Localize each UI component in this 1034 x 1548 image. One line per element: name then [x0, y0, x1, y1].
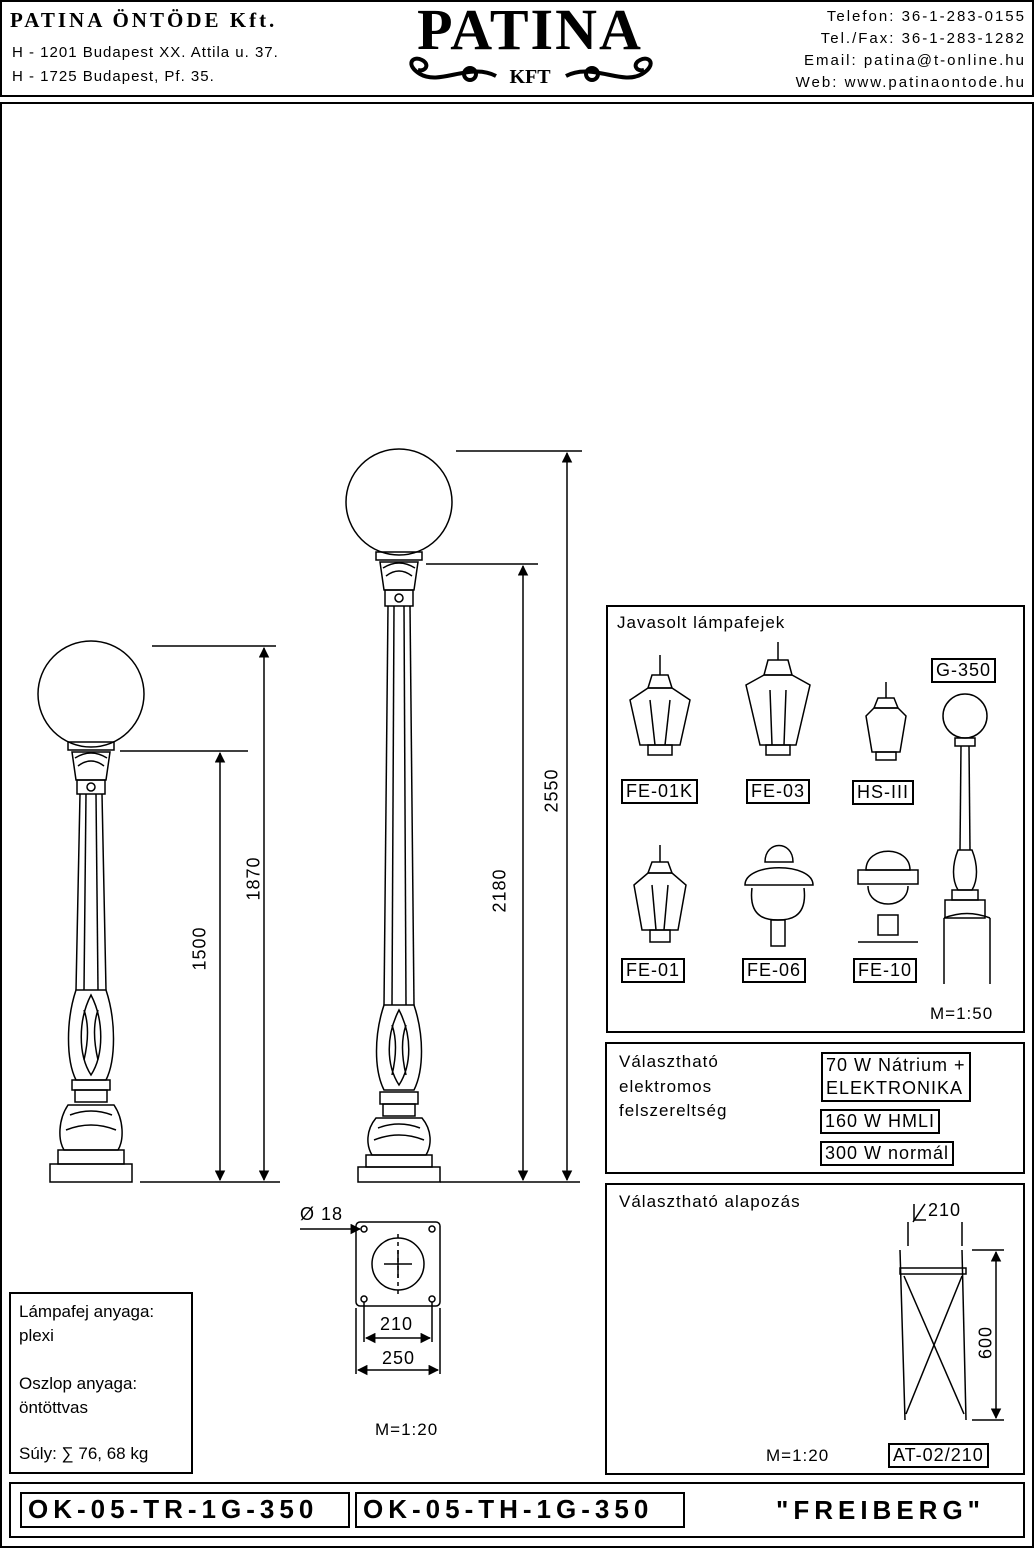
- email: Email: patina@t-online.hu: [804, 52, 1026, 69]
- base-plate-drawing: [300, 1222, 440, 1374]
- fax: Tel./Fax: 36-1-283-1282: [820, 30, 1026, 47]
- lamp-tag-g-350: G-350: [931, 658, 996, 683]
- foundation-title: Választható alapozás: [619, 1192, 801, 1211]
- product-code-1: OK-05-TR-1G-350: [20, 1492, 350, 1528]
- product-name: "FREIBERG": [776, 1495, 985, 1525]
- lamp-tag-fe-10: FE-10: [853, 958, 917, 983]
- web: Web: www.patinaontode.hu: [795, 74, 1026, 91]
- pole-material-value: öntöttvas: [19, 1398, 88, 1417]
- electrical-title-1: Választható: [619, 1052, 719, 1071]
- electrical-option-2: 160 W HMLI: [820, 1109, 940, 1134]
- lamp-heads-title: Javasolt lámpafejek: [617, 613, 786, 632]
- lamp-head-material-label: Lámpafej anyaga:: [19, 1302, 155, 1321]
- logo-text: PATINA: [417, 0, 643, 62]
- dim-250: 250: [382, 1348, 416, 1368]
- lamp-tag-fe-01k: FE-01K: [621, 779, 698, 804]
- lamp-head-material-value: plexi: [19, 1326, 54, 1345]
- logo-sub: KFT: [509, 66, 551, 88]
- pole-material-label: Oszlop anyaga:: [19, 1374, 138, 1393]
- phone: Telefon: 36-1-283-0155: [826, 8, 1026, 25]
- lamp-tag-hs-iii: HS-III: [852, 780, 914, 805]
- weight: Súly: ∑ 76, 68 kg: [19, 1444, 149, 1463]
- foundation-height: 600: [975, 1325, 996, 1360]
- electrical-option-1: [821, 1052, 971, 1102]
- small-pole-drawing: [38, 641, 144, 1182]
- lamp-tag-fe-01: FE-01: [621, 958, 685, 983]
- electrical-option-1-line-2: ELEKTRONIKA: [826, 1078, 964, 1098]
- dim-210: 210: [380, 1314, 414, 1334]
- foundation-width: 210: [928, 1200, 962, 1220]
- dim-hole: Ø 18: [300, 1204, 344, 1224]
- electrical-title-2: elektromos: [619, 1077, 713, 1096]
- foundation-code: AT-02/210: [888, 1443, 989, 1468]
- product-code-2: OK-05-TH-1G-350: [355, 1492, 685, 1528]
- address-line-2: H - 1725 Budapest, Pf. 35.: [12, 68, 215, 85]
- lamp-tag-fe-06: FE-06: [742, 958, 806, 983]
- dim-1870: 1870: [243, 856, 264, 901]
- dim-2550: 2550: [541, 768, 562, 813]
- address-line-1: H - 1201 Budapest XX. Attila u. 37.: [12, 44, 279, 61]
- electrical-title-3: felszereltség: [619, 1101, 728, 1120]
- electrical-option-1-line-1: 70 W Nátrium +: [826, 1055, 966, 1075]
- lamp-tag-fe-03: FE-03: [746, 779, 810, 804]
- dim-2180: 2180: [489, 868, 510, 913]
- lamp-heads-scale: M=1:50: [930, 1004, 994, 1023]
- company-name: PATINA ÖNTÖDE Kft.: [10, 8, 278, 32]
- drawing-scale: M=1:20: [375, 1420, 439, 1439]
- foundation-panel: [605, 1183, 1025, 1475]
- large-pole-drawing: [346, 449, 452, 1182]
- foundation-scale: M=1:20: [766, 1446, 830, 1465]
- electrical-option-3: 300 W normál: [820, 1141, 954, 1166]
- dim-1500: 1500: [189, 926, 210, 971]
